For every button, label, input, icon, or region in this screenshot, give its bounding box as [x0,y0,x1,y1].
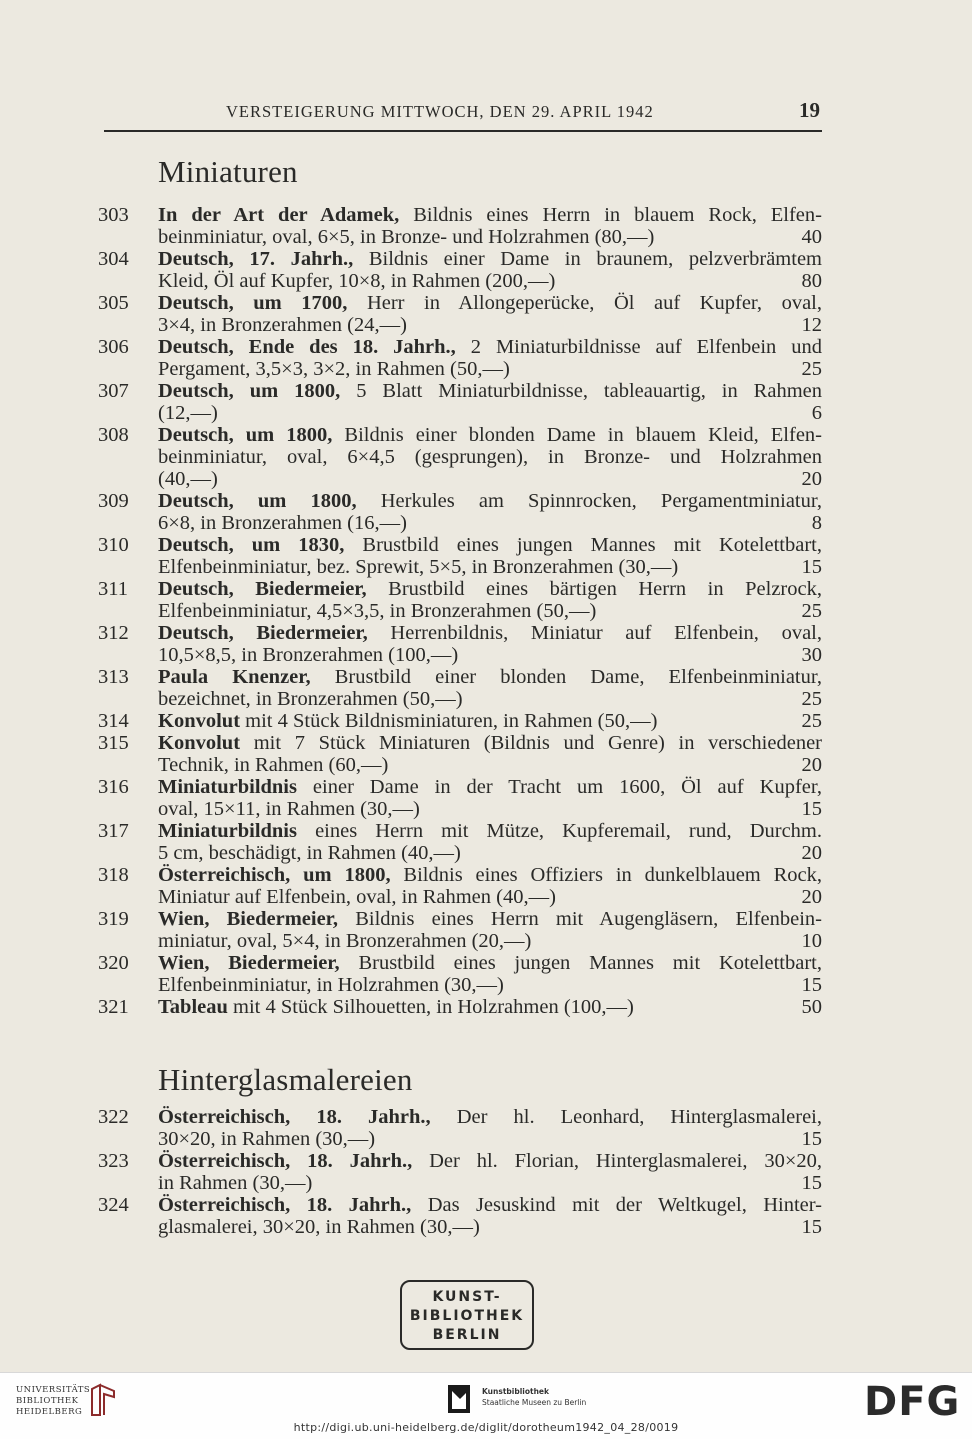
lot-description [158,798,762,820]
kunstbibliothek-label [482,1386,586,1408]
lot-line [98,292,822,314]
lot-price: 15 [801,798,822,820]
lot-number: 324 [98,1194,129,1216]
lot-line [98,446,822,468]
lot-price: 25 [801,600,822,622]
lot-description [158,578,822,600]
lot-price: 20 [801,842,822,864]
lot-attribution: Miniaturbildnis [158,776,297,798]
lot-description [158,534,822,556]
lot-text: Bildnis einer Dame in braunem, pelzverbrämtem [353,248,822,270]
university-logo-icon [88,1381,118,1419]
running-header [104,100,822,132]
lot-line [98,556,822,578]
lot-price: 15 [801,974,822,996]
lot-attribution: Deutsch, Ende des 18. Jahrh., [158,336,456,358]
lot-text: glasmalerei, 30×20, in Rahmen (30,—) [158,1216,480,1238]
lot-line [98,798,822,820]
university-line: HEIDELBERG [16,1407,83,1417]
lot-price: 25 [801,358,822,380]
lot-line [98,402,822,424]
lot-text: einer Dame in der Tracht um 1600, Öl auf Kupfer, [297,776,822,798]
lot-attribution: In der Art der Adamek, [158,204,400,226]
lot-number: 311 [98,578,128,600]
lot-description [158,1194,822,1216]
lot-entry [98,490,822,534]
lot-line [98,842,822,864]
lot-number: 308 [98,424,129,446]
lot-number: 303 [98,204,129,226]
lot-line [98,908,822,930]
lot-line [98,1106,822,1128]
lot-description [158,930,762,952]
lot-text: 10,5×8,5, in Bronzerahmen (100,—) [158,644,459,666]
lot-line [98,490,822,512]
lot-line [98,754,822,776]
lot-description [158,204,822,226]
lot-description [158,556,762,578]
lot-text: mit 4 Stück Bildnisminiaturen, in Rahmen (50,—) [240,710,658,732]
lot-text: in Rahmen (30,—) [158,1172,313,1194]
lot-text: bezeichnet, in Bronzerahmen (50,—) [158,688,463,710]
lot-attribution: Österreichisch, 18. Jahrh., [158,1194,412,1216]
lot-line [98,226,822,248]
lot-number: 305 [98,292,129,314]
lot-description [158,776,822,798]
lot-line [98,512,822,534]
lot-entry [98,424,822,490]
lot-price: 15 [801,1128,822,1150]
lot-line [98,666,822,688]
lot-number: 312 [98,622,129,644]
lot-number: 313 [98,666,129,688]
lot-text: Kleid, Öl auf Kupfer, 10×8, in Rahmen (200,—) [158,270,556,292]
university-line: UNIVERSITÄTS- [16,1385,94,1395]
lot-text: Brustbild eines jungen Mannes mit Kotelettbart, [344,534,822,556]
lot-line [98,600,822,622]
lot-entry [98,1106,822,1150]
lot-description [158,490,822,512]
lot-text: Brustbild eines bärtigen Herrn in Pelzrock, [366,578,822,600]
lot-line [98,996,822,1018]
lot-entry [98,578,822,622]
lot-text: Herrenbildnis, Miniatur auf Elfenbein, oval, [367,622,822,644]
lot-number: 315 [98,732,129,754]
lot-entry [98,908,822,952]
lot-line [98,1150,822,1172]
section-title-hinterglasmalereien: Hinterglasmalereien [158,1062,413,1097]
stamp-line: BIBLIOTHEK [409,1308,525,1324]
lot-text: Bildnis eines Herrn mit Augengläsern, Elfenbein- [338,908,822,930]
lot-text: miniatur, oval, 5×4, in Bronzerahmen (20,—) [158,930,532,952]
lot-line [98,732,822,754]
lot-text: beinminiatur, oval, 6×5, in Bronze- und Holzrahmen (80,—) [158,226,655,248]
lot-text: Brustbild eines jungen Mannes mit Kotelettbart, [339,952,822,974]
lot-text: oval, 15×11, in Rahmen (30,—) [158,798,420,820]
lot-description [158,754,762,776]
lot-line [98,952,822,974]
source-url-link[interactable]: http://digi.ub.uni-heidelberg.de/diglit/dorotheum1942_04_28/0019 [293,1421,679,1434]
lot-number: 321 [98,996,129,1018]
lot-text: Bildnis einer blonden Dame in blauem Kleid, Elfen- [332,424,823,446]
lot-description [158,1128,762,1150]
lot-entry [98,864,822,908]
lot-text: 3×4, in Bronzerahmen (24,—) [158,314,407,336]
lot-entry [98,666,822,710]
lot-price: 15 [801,1216,822,1238]
lot-line [98,776,822,798]
lot-text: Elfenbeinminiatur, 4,5×3,5, in Bronzerahmen (50,—) [158,600,597,622]
lot-text: Elfenbeinminiatur, bez. Sprewit, 5×5, in Bronzerahmen (30,—) [158,556,679,578]
lot-line [98,688,822,710]
library-stamp [400,1280,534,1350]
lot-attribution: Österreichisch, 18. Jahrh., [158,1106,431,1128]
lot-text: beinminiatur, oval, 6×4,5 (gesprungen), in Bronze- und Holzrahmen [158,446,822,468]
lot-text: mit 4 Stück Silhouetten, in Holzrahmen (100,—) [227,996,634,1018]
lot-entry [98,336,822,380]
lot-number: 320 [98,952,129,974]
lot-description [158,402,762,424]
lot-text: 2 Miniaturbildnisse auf Elfenbein und [455,336,822,358]
lot-price: 25 [801,710,822,732]
lot-description [158,358,762,380]
lot-price: 10 [801,930,822,952]
lot-price: 15 [801,556,822,578]
lot-description [158,710,762,732]
lot-description [158,1106,822,1128]
lot-description [158,226,762,248]
lot-text: mit 7 Stück Miniaturen (Bildnis und Genre) in verschiedener [240,732,822,754]
lot-price: 8 [811,512,822,534]
lot-text: Pergament, 3,5×3, 3×2, in Rahmen (50,—) [158,358,510,380]
lot-text: (40,—) [158,468,218,490]
lot-attribution: Wien, Biedermeier, [158,908,339,930]
lot-price: 6 [811,402,822,424]
lot-attribution: Deutsch, um 1800, [158,424,333,446]
section-title-miniaturen: Miniaturen [158,154,298,189]
lot-description [158,732,822,754]
lot-description [158,292,822,314]
lot-text: Technik, in Rahmen (60,—) [158,754,389,776]
lot-text: Der hl. Florian, Hinterglasmalerei, 30×20, [412,1150,822,1172]
lot-number: 304 [98,248,129,270]
kunstbibliothek-name: Kunstbibliothek [482,1387,550,1396]
lot-text: Elfenbeinminiatur, in Holzrahmen (30,—) [158,974,504,996]
lot-description [158,1216,762,1238]
lot-description [158,974,762,996]
lot-line [98,1128,822,1150]
lot-text: 5 cm, beschädigt, in Rahmen (40,—) [158,842,461,864]
lot-number: 318 [98,864,129,886]
lot-entry [98,622,822,666]
stamp-line: KUNST- [432,1289,502,1305]
lot-attribution: Konvolut [158,732,241,754]
lot-price: 40 [801,226,822,248]
lot-line [98,314,822,336]
lot-line [98,1194,822,1216]
lot-price: 20 [801,886,822,908]
lot-entry [98,292,822,336]
lot-description [158,908,822,930]
lot-entry [98,204,822,248]
lot-description [158,952,822,974]
lot-line [98,424,822,446]
lot-number: 323 [98,1150,129,1172]
lot-number: 310 [98,534,129,556]
lot-line [98,248,822,270]
lot-line [98,974,822,996]
lot-description [158,996,762,1018]
lot-line [98,644,822,666]
lot-attribution: Deutsch, um 1830, [158,534,345,556]
lot-price: 20 [801,754,822,776]
lot-line [98,930,822,952]
lot-attribution: Deutsch, um 1800, [158,380,341,402]
lot-price: 80 [801,270,822,292]
lot-description [158,666,822,688]
lot-price: 30 [801,644,822,666]
lot-attribution: Österreichisch, 18. Jahrh., [158,1150,413,1172]
lot-description [158,468,762,490]
lot-attribution: Miniaturbildnis [158,820,297,842]
lot-description [158,1172,762,1194]
page-number: 19 [799,98,820,122]
lot-line [98,1216,822,1238]
lot-entry [98,820,822,864]
lot-price: 25 [801,688,822,710]
lot-entry [98,534,822,578]
lot-description [158,622,822,644]
lot-attribution: Deutsch, Biedermeier, [158,622,368,644]
lot-attribution: Deutsch, um 1700, [158,292,348,314]
lot-line [98,820,822,842]
running-title: VERSTEIGERUNG MITTWOCH, DEN 29. APRIL 1942 [226,102,654,121]
lot-list-hinterglasmalereien [98,1106,822,1238]
lot-price: 20 [801,468,822,490]
lot-description [158,270,762,292]
lot-description [158,446,822,468]
lot-description [158,380,822,402]
lot-attribution: Konvolut [158,710,241,732]
lot-number: 309 [98,490,129,512]
lot-line [98,380,822,402]
lot-attribution: Paula Knenzer, [158,666,311,688]
lot-price: 15 [801,1172,822,1194]
lot-line [98,204,822,226]
lot-attribution: Deutsch, Biedermeier, [158,578,367,600]
lot-line [98,864,822,886]
lot-description [158,424,822,446]
lot-description [158,336,822,358]
lot-text: Miniatur auf Elfenbein, oval, in Rahmen (40,—) [158,886,556,908]
lot-text: Der hl. Leonhard, Hinterglasmalerei, [430,1106,822,1128]
lot-entry [98,732,822,776]
lot-line [98,578,822,600]
stamp-line: BERLIN [432,1327,502,1343]
lot-number: 307 [98,380,129,402]
lot-entry [98,952,822,996]
university-line: BIBLIOTHEK [16,1396,79,1406]
lot-price: 50 [801,996,822,1018]
lot-line [98,886,822,908]
lot-text: 30×20, in Rahmen (30,—) [158,1128,376,1150]
lot-line [98,710,822,732]
lot-line [98,622,822,644]
lot-description [158,314,762,336]
digitization-footer [0,1372,972,1439]
lot-text: Herr in Allongeperücke, Öl auf Kupfer, oval, [347,292,822,314]
lot-entry [98,1150,822,1194]
lot-description [158,512,762,534]
lot-description [158,600,762,622]
lot-number: 317 [98,820,129,842]
lot-text: Herkules am Spinnrocken, Pergamentminiatur, [356,490,822,512]
lot-text: eines Herrn mit Mütze, Kupferemail, rund, Durchm. [297,820,822,842]
lot-line [98,468,822,490]
lot-entry [98,710,822,732]
kunstbibliothek-logo-icon [446,1383,472,1415]
lot-line [98,270,822,292]
lot-number: 322 [98,1106,129,1128]
lot-entry [98,1194,822,1238]
lot-number: 319 [98,908,129,930]
lot-entry [98,776,822,820]
lot-line [98,1172,822,1194]
lot-description [158,864,822,886]
lot-entry [98,380,822,424]
lot-text: Das Jesuskind mit der Weltkugel, Hinter- [411,1194,823,1216]
lot-text: Bildnis eines Herrn in blauem Rock, Elfen- [399,204,822,226]
lot-description [158,248,822,270]
lot-number: 306 [98,336,129,358]
lot-text: 5 Blatt Miniaturbildnisse, tableauartig, in Rahmen [340,380,822,402]
lot-entry [98,996,822,1018]
lot-description [158,688,762,710]
lot-price: 12 [801,314,822,336]
lot-list-miniaturen [98,204,822,1018]
university-library-label [16,1385,94,1418]
lot-number: 314 [98,710,129,732]
kunstbibliothek-subtitle: Staatliche Museen zu Berlin [482,1398,587,1407]
lot-attribution: Deutsch, 17. Jahrh., [158,248,354,270]
lot-number: 316 [98,776,129,798]
lot-line [98,336,822,358]
lot-attribution: Wien, Biedermeier, [158,952,340,974]
lot-description [158,820,822,842]
lot-text: (12,—) [158,402,218,424]
lot-description [158,842,762,864]
lot-description [158,1150,822,1172]
lot-line [98,534,822,556]
lot-line [98,358,822,380]
lot-description [158,644,762,666]
dfg-logo: DFG [864,1379,961,1425]
lot-attribution: Deutsch, um 1800, [158,490,357,512]
lot-text: Brustbild einer blonden Dame, Elfenbeinminiatur, [310,666,822,688]
lot-attribution: Österreichisch, um 1800, [158,864,391,886]
lot-entry [98,248,822,292]
lot-attribution: Tableau [158,996,228,1018]
lot-description [158,886,762,908]
lot-text: 6×8, in Bronzerahmen (16,—) [158,512,407,534]
lot-text: Bildnis eines Offiziers in dunkelblauem Rock, [390,864,822,886]
